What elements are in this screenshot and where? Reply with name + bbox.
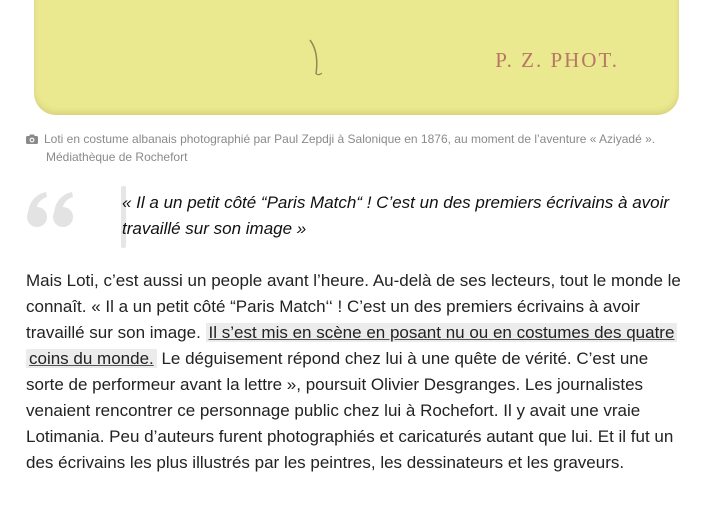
quote-text: « Il a un petit côté “Paris Match“ ! C’est un des premiers écrivains à avoir travaillé sur son image » — [122, 193, 670, 238]
caption-credit: Médiathèque de Rochefort — [46, 150, 188, 164]
quote-mark-icon — [26, 188, 78, 232]
photographer-stamp: P. Z. PHOT. — [495, 48, 619, 72]
photo-caption — [26, 130, 676, 166]
pencil-mark-decoration — [304, 38, 334, 78]
camera-icon — [26, 134, 38, 144]
article-body — [26, 268, 686, 476]
pull-quote — [26, 186, 686, 250]
paragraph-text-end: Le déguisement répond chez lui à une quête de vérité. C’est une sorte de performeur avant la lettre », poursuit Olivier Desgranges. Les journalistes venaient rencontrer ce personnage public chez lui à Rochefort. Il y avait une vraie Lotimania. Peu d’auteurs furent photographiés et caricaturés autant que lui. Et il fut un des écrivains les plus illustrés par les peintres, les dessinateurs et les graveurs. — [26, 349, 674, 472]
highlighted-quote-link[interactable]: Il s’est mis en scène en posant nu ou en costumes des quatre coins du monde. — [26, 323, 677, 368]
article-photo — [34, 0, 679, 116]
photo-card — [34, 0, 679, 115]
caption-text: Loti en costume albanais photographié par Paul Zepdji à Salonique en 1876, au moment de l’aventure « Aziyadé ». — [44, 132, 656, 146]
paragraph-text-start: Mais Loti, c’est aussi un people avant l’heure. Au-delà de ses lecteurs, tout le monde le connaît. « Il a un petit côté “Paris Match‘‘ ! C’est un des premiers écrivains à avoir travaillé sur son image. — [26, 271, 681, 342]
article-paragraph — [26, 268, 686, 476]
